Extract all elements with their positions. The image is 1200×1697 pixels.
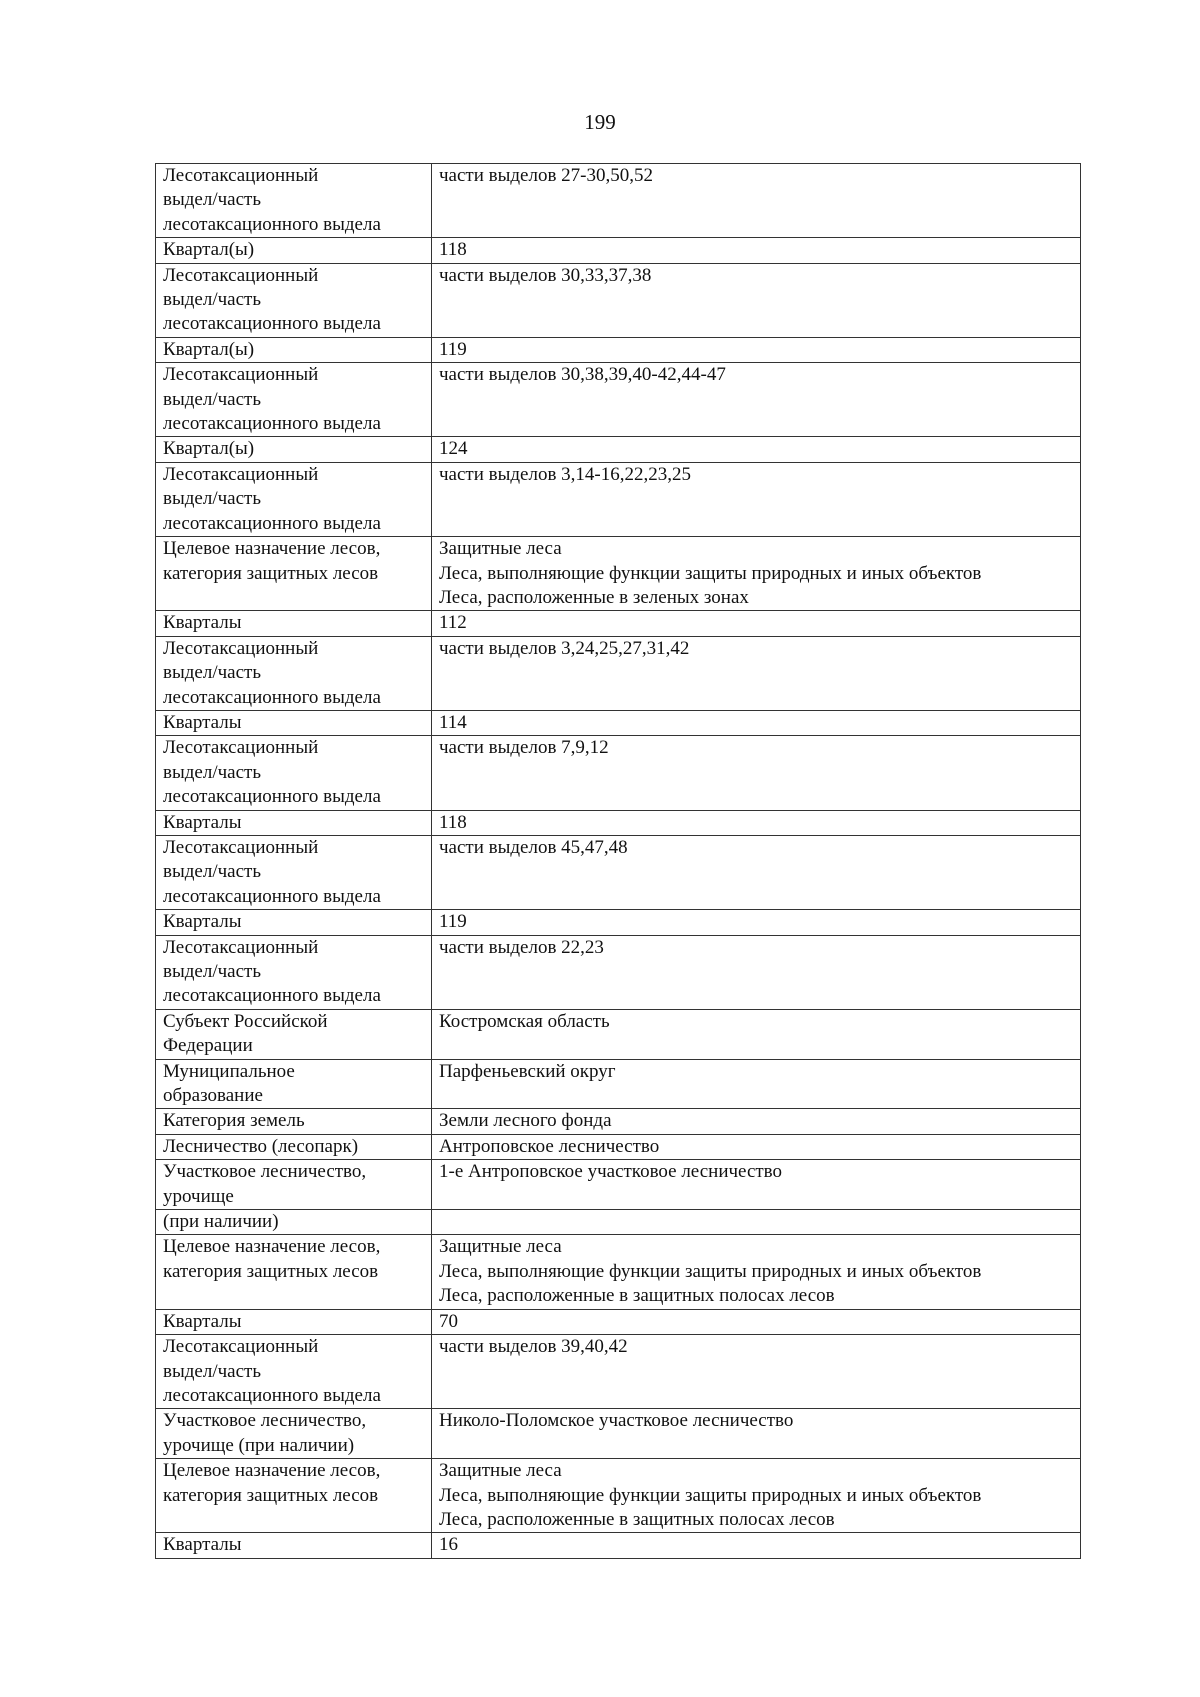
- table-row: [156, 710, 1081, 735]
- row-label: Лесотаксационный выдел/часть лесотаксационного выдела: [156, 736, 432, 810]
- row-label: Квартал(ы): [156, 337, 432, 362]
- row-value: части выделов 45,47,48: [432, 835, 1081, 909]
- row-value: Николо-Поломское участковое лесничество: [432, 1409, 1081, 1459]
- row-label: Категория земель: [156, 1109, 432, 1134]
- table-row: [156, 1059, 1081, 1109]
- table-row: [156, 935, 1081, 1009]
- row-value: Парфеньевский округ: [432, 1059, 1081, 1109]
- row-label: Муниципальное образование: [156, 1059, 432, 1109]
- table-row: [156, 1309, 1081, 1334]
- row-value: части выделов 30,38,39,40-42,44-47: [432, 363, 1081, 437]
- row-label: Целевое назначение лесов, категория защитных лесов: [156, 1235, 432, 1309]
- row-value: Защитные леса Леса, выполняющие функции защиты природных и иных объектов Леса, расположенные в зеленых зонах: [432, 537, 1081, 611]
- table-row: [156, 611, 1081, 636]
- row-label: Кварталы: [156, 810, 432, 835]
- table-row: [156, 263, 1081, 337]
- table-row: [156, 1134, 1081, 1159]
- row-label: Субъект Российской Федерации: [156, 1009, 432, 1059]
- row-value: 16: [432, 1533, 1081, 1558]
- table-row: [156, 1009, 1081, 1059]
- row-label: Кварталы: [156, 1309, 432, 1334]
- table-row: [156, 164, 1081, 238]
- table-row: [156, 1235, 1081, 1309]
- row-label: Лесотаксационный выдел/часть лесотаксационного выдела: [156, 636, 432, 710]
- row-value: части выделов 39,40,42: [432, 1335, 1081, 1409]
- row-label: (при наличии): [156, 1210, 432, 1235]
- row-label: Кварталы: [156, 611, 432, 636]
- row-value: Защитные леса Леса, выполняющие функции защиты природных и иных объектов Леса, расположенные в защитных полосах лесов: [432, 1459, 1081, 1533]
- row-label: Лесотаксационный выдел/часть лесотаксационного выдела: [156, 263, 432, 337]
- table-row: [156, 1335, 1081, 1409]
- row-value: [432, 1210, 1081, 1235]
- row-label: Лесотаксационный выдел/часть лесотаксационного выдела: [156, 363, 432, 437]
- row-value: 118: [432, 810, 1081, 835]
- table-row: [156, 363, 1081, 437]
- table-row: [156, 1409, 1081, 1459]
- row-value: 118: [432, 238, 1081, 263]
- row-value: Защитные леса Леса, выполняющие функции защиты природных и иных объектов Леса, расположенные в защитных полосах лесов: [432, 1235, 1081, 1309]
- row-label: Кварталы: [156, 1533, 432, 1558]
- row-value: 124: [432, 437, 1081, 462]
- table-row: [156, 910, 1081, 935]
- row-label: Лесотаксационный выдел/часть лесотаксационного выдела: [156, 462, 432, 536]
- table-row: [156, 810, 1081, 835]
- row-label: Участковое лесничество, урочище: [156, 1160, 432, 1210]
- table-row: [156, 736, 1081, 810]
- table-row: [156, 1160, 1081, 1210]
- row-label: Лесотаксационный выдел/часть лесотаксационного выдела: [156, 835, 432, 909]
- row-value: части выделов 30,33,37,38: [432, 263, 1081, 337]
- row-value: части выделов 27-30,50,52: [432, 164, 1081, 238]
- table-row: [156, 337, 1081, 362]
- table-row: [156, 1109, 1081, 1134]
- row-value: 114: [432, 710, 1081, 735]
- row-label: Квартал(ы): [156, 238, 432, 263]
- table-row: [156, 835, 1081, 909]
- row-label: Кварталы: [156, 710, 432, 735]
- table-row: [156, 462, 1081, 536]
- row-value: Антроповское лесничество: [432, 1134, 1081, 1159]
- row-label: Лесотаксационный выдел/часть лесотаксационного выдела: [156, 1335, 432, 1409]
- row-label: Лесничество (лесопарк): [156, 1134, 432, 1159]
- row-value: 1-е Антроповское участковое лесничество: [432, 1160, 1081, 1210]
- row-label: Целевое назначение лесов, категория защитных лесов: [156, 1459, 432, 1533]
- table-row: [156, 537, 1081, 611]
- row-value: части выделов 3,14-16,22,23,25: [432, 462, 1081, 536]
- page-number: 199: [584, 110, 616, 134]
- forest-data-table: [155, 163, 1081, 1559]
- row-value: 112: [432, 611, 1081, 636]
- row-value: Костромская область: [432, 1009, 1081, 1059]
- row-label: Квартал(ы): [156, 437, 432, 462]
- row-value: Земли лесного фонда: [432, 1109, 1081, 1134]
- table-row: [156, 636, 1081, 710]
- row-value: 119: [432, 337, 1081, 362]
- row-label: Лесотаксационный выдел/часть лесотаксационного выдела: [156, 164, 432, 238]
- table-row: [156, 1533, 1081, 1558]
- row-value: части выделов 22,23: [432, 935, 1081, 1009]
- row-value: части выделов 3,24,25,27,31,42: [432, 636, 1081, 710]
- row-value: части выделов 7,9,12: [432, 736, 1081, 810]
- row-label: Целевое назначение лесов, категория защитных лесов: [156, 537, 432, 611]
- table-row: [156, 1459, 1081, 1533]
- table-row: [156, 437, 1081, 462]
- row-label: Участковое лесничество, урочище (при наличии): [156, 1409, 432, 1459]
- table-row: [156, 1210, 1081, 1235]
- row-label: Кварталы: [156, 910, 432, 935]
- row-value: 119: [432, 910, 1081, 935]
- table-row: [156, 238, 1081, 263]
- row-label: Лесотаксационный выдел/часть лесотаксационного выдела: [156, 935, 432, 1009]
- table-body: [156, 164, 1081, 1559]
- row-value: 70: [432, 1309, 1081, 1334]
